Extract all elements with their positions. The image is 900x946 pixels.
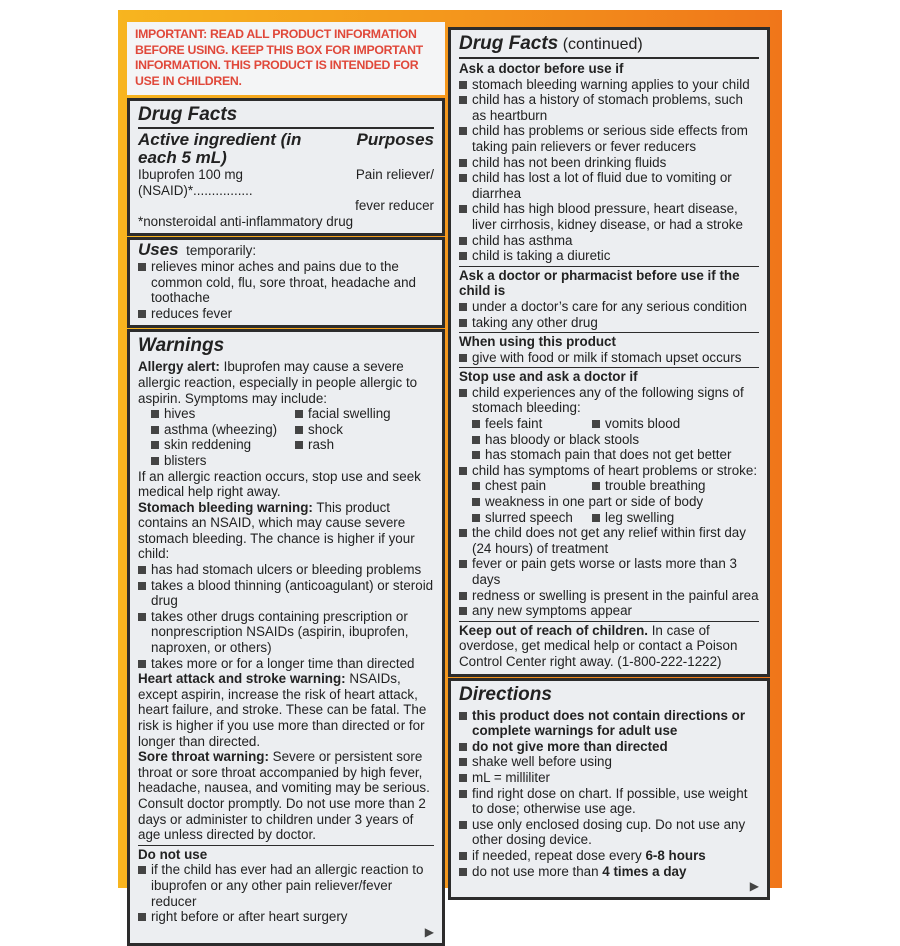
section-title: Warnings xyxy=(138,335,225,357)
purposes-heading: Purposes xyxy=(356,130,434,149)
drug-facts-active-ingredient-box xyxy=(127,98,445,236)
subheading: When using this product xyxy=(459,332,759,350)
paragraph-text: Ibuprofen may cause a severe allergic reaction, especially in people allergic to aspirin. Symptoms may include: xyxy=(138,359,418,406)
list-item: skin reddening xyxy=(151,437,295,453)
paragraph xyxy=(138,469,434,500)
bold-lead: Heart attack and stroke warning: xyxy=(138,671,346,687)
list-item: blisters xyxy=(151,453,295,469)
list-item xyxy=(459,170,759,201)
item-text: has had stomach ulcers or bleeding problems xyxy=(151,562,422,578)
important-notice: IMPORTANT: READ ALL PRODUCT INFORMATION BEFORE USING. KEEP THIS BOX FOR IMPORTANT INFORMATION. THIS PRODUCT IS INTENDED FOR USE IN CHILDREN. xyxy=(127,22,445,95)
bullet-list xyxy=(151,453,295,469)
item-text: this product does not contain directions or complete warnings for adult use xyxy=(472,707,746,739)
list-item: facial swelling xyxy=(295,406,434,422)
symptom-grid xyxy=(459,510,759,526)
item-text: do not use more than xyxy=(472,863,603,879)
bullet-list xyxy=(151,422,295,438)
bold-lead: Stomach bleeding warning: xyxy=(138,499,313,515)
list-item: asthma (wheezing) xyxy=(151,422,295,438)
bullet-list xyxy=(138,562,434,671)
list-item xyxy=(472,494,759,510)
symptom-grid xyxy=(138,406,434,468)
left-column xyxy=(127,22,445,946)
bullet-list xyxy=(151,406,295,422)
item-text: any new symptoms appear xyxy=(472,603,633,619)
bullet-list xyxy=(592,478,759,494)
purpose-1: Pain reliever/ xyxy=(355,167,434,182)
item-text: under a doctor’s care for any serious condition xyxy=(472,298,747,314)
list-item xyxy=(138,909,434,925)
directions-box xyxy=(448,678,770,901)
item-text: right before or after heart surgery xyxy=(151,909,348,925)
item-bold: 4 times a day xyxy=(602,863,687,879)
bullet-list xyxy=(295,422,434,438)
list-item xyxy=(138,656,434,672)
item-text: child has not been drinking fluids xyxy=(472,154,667,170)
list-item xyxy=(459,739,759,755)
item-text: fever or pain gets worse or lasts more than 3 days xyxy=(472,556,737,587)
item-text: find right dose on chart. If possible, use weight to dose; otherwise use age. xyxy=(472,785,748,817)
list-item xyxy=(459,556,759,587)
list-item: chest pain xyxy=(472,478,592,494)
item-text: if the child has ever had an allergic reaction to ibuprofen or any other pain reliever/fever reducer xyxy=(151,862,424,909)
active-ingredient-heading: Active ingredient (in each 5 mL) xyxy=(138,130,302,167)
list-item xyxy=(459,848,759,864)
item-text: weakness in one part or side of body xyxy=(485,494,704,510)
bullet-list xyxy=(459,525,759,619)
paragraph xyxy=(138,359,434,406)
list-item: vomits blood xyxy=(592,416,759,432)
list-item: trouble breathing xyxy=(592,478,759,494)
paragraph-text: This product contains an NSAID, which may cause severe stomach bleeding. The chance is higher if your child: xyxy=(138,499,415,562)
list-item: rash xyxy=(295,437,434,453)
list-item xyxy=(459,864,759,880)
item-text: takes a blood thinning (anticoagulant) or steroid drug xyxy=(151,577,434,609)
list-item xyxy=(472,447,759,463)
bullet-list xyxy=(459,77,759,264)
bullet-list xyxy=(138,862,434,924)
item-text: child has symptoms of heart problems or stroke: xyxy=(472,462,758,478)
item-text: child has asthma xyxy=(472,232,573,248)
list-item: shock xyxy=(295,422,434,438)
list-item xyxy=(138,609,434,656)
footnote: *nonsteroidal anti-inflammatory drug xyxy=(138,213,354,229)
drug-facts-continued-box xyxy=(448,27,770,677)
bullet-list xyxy=(459,350,759,366)
list-item: relieves minor aches and pains due to the common cold, flu, sore throat, headache and toothache xyxy=(138,259,434,306)
item-text: child has a history of stomach problems, such as heartburn xyxy=(472,92,743,123)
list-item xyxy=(459,233,759,249)
list-item xyxy=(459,201,759,232)
item-text: redness or swelling is present in the painful area xyxy=(472,587,759,603)
list-item xyxy=(459,385,759,416)
list-item: leg swelling xyxy=(592,510,759,526)
list-item xyxy=(459,155,759,171)
bullet-list xyxy=(459,432,759,463)
subheading: Ask a doctor before use if xyxy=(459,61,624,76)
item-text: has bloody or black stools xyxy=(485,431,640,447)
bullet-list xyxy=(295,437,434,453)
list-item xyxy=(459,350,759,366)
bold-lead: Allergy alert: xyxy=(138,359,220,375)
paragraph-text: NSAIDs, except aspirin, increase the risk of heart attack, heart failure, and stroke. These can be fatal. The risk is higher if you use more than directed or for longer than directed. xyxy=(138,671,427,749)
bullet-list xyxy=(151,437,295,453)
item-text: give with food or milk if stomach upset occurs xyxy=(472,349,742,365)
list-item xyxy=(459,77,759,93)
list-item xyxy=(459,817,759,848)
section-heading xyxy=(459,684,759,706)
list-item xyxy=(459,123,759,154)
section-title: Drug Facts xyxy=(459,33,559,54)
section-subtitle: (continued) xyxy=(558,36,643,53)
subheading: Do not use xyxy=(138,845,434,863)
item-text: the child does not get any relief within first day (24 hours) of treatment xyxy=(472,525,746,556)
item-text: takes more or for a longer time than directed xyxy=(151,655,415,671)
item-text: child has high blood pressure, heart disease, liver cirrhosis, kidney disease, or had a stroke xyxy=(472,201,743,232)
bullet-list xyxy=(459,494,759,510)
item-text: child experiences any of the following signs of stomach bleeding: xyxy=(472,384,744,416)
list-item: slurred speech xyxy=(472,510,592,526)
list-item: feels faint xyxy=(472,416,592,432)
list-item xyxy=(459,463,759,479)
item-text: do not give more than directed xyxy=(472,738,668,754)
item-text: stomach bleeding warning applies to your child xyxy=(472,76,750,92)
list-item xyxy=(138,578,434,609)
item-text: taking any other drug xyxy=(472,314,598,330)
purpose-2: fever reducer xyxy=(355,198,434,214)
item-bold: 6-8 hours xyxy=(645,847,706,863)
item-text: use only enclosed dosing cup. Do not use any other dosing device. xyxy=(472,816,746,848)
list-item xyxy=(138,862,434,909)
list-item xyxy=(459,315,759,331)
continue-arrow-icon: ▶ xyxy=(424,924,434,939)
list-item xyxy=(459,770,759,786)
list-item xyxy=(472,432,759,448)
symptom-grid xyxy=(459,416,759,432)
item-text: has stomach pain that does not get better xyxy=(485,447,732,463)
uses-box xyxy=(127,237,445,328)
subheading: Stop use and ask a doctor if xyxy=(459,367,759,385)
list-item: hives xyxy=(151,406,295,422)
item-text: takes other drugs containing prescription or nonprescription NSAIDs (aspirin, ibuprofen, naproxen, or others) xyxy=(151,608,409,656)
list-item xyxy=(459,588,759,604)
bullet-list xyxy=(295,406,434,422)
item-text: child has lost a lot of fluid due to vomiting or diarrhea xyxy=(472,170,732,201)
paragraph-text: In case of overdose, get medical help or contact a Poison Control Center right away. (1-800-222-1222) xyxy=(459,622,738,669)
bullet-list xyxy=(459,385,759,416)
item-text: if needed, repeat dose every xyxy=(472,847,646,863)
bullet-list xyxy=(459,299,759,330)
paragraph xyxy=(138,500,434,562)
item-text: child has problems or serious side effects from taking pain relievers or fever reducers xyxy=(472,123,748,154)
item-text: shake well before using xyxy=(472,754,612,770)
bullet-list xyxy=(459,463,759,479)
uses-title: Uses xyxy=(138,240,179,260)
section-heading xyxy=(138,335,434,357)
list-item xyxy=(459,525,759,556)
bullet-list xyxy=(472,478,592,494)
ingredient: Ibuprofen 100 mg (NSAID)*................ xyxy=(138,167,253,198)
bullet-list xyxy=(472,510,592,526)
paragraph-text: Severe or persistent sore throat or sore throat accompanied by high fever, headache, nausea, and vomiting may be serious. Consult doctor promptly. Do not use more than 2 days or administer to children under 3 years of age unless directed by doctor. xyxy=(138,749,430,843)
list-item xyxy=(459,708,759,739)
list-item xyxy=(459,248,759,264)
subheading: Ask a doctor or pharmacist before use if the child is xyxy=(459,266,759,299)
list-item xyxy=(459,92,759,123)
bold-lead: Sore throat warning: xyxy=(138,749,269,765)
paragraph xyxy=(138,671,434,749)
right-column xyxy=(448,27,770,900)
bullet-list xyxy=(459,708,759,880)
symptom-grid xyxy=(459,478,759,494)
bullet-list xyxy=(472,416,592,432)
list-item: reduces fever xyxy=(138,306,434,322)
item-text: mL = milliliter xyxy=(472,769,550,785)
paragraph xyxy=(138,749,434,843)
list-item xyxy=(459,786,759,817)
section-heading xyxy=(459,33,759,59)
list-item xyxy=(138,562,434,578)
warnings-box xyxy=(127,329,445,945)
paragraph-text: If an allergic reaction occurs, stop use and seek medical help right away. xyxy=(138,468,421,500)
continue-arrow-icon: ▶ xyxy=(749,879,759,894)
section-title: Directions xyxy=(459,683,552,705)
list-item xyxy=(459,299,759,315)
paragraph xyxy=(459,621,759,670)
bold-lead: Keep out of reach of children. xyxy=(459,622,648,638)
uses-intro: temporarily: xyxy=(186,243,257,259)
drug-facts-title: Drug Facts xyxy=(138,104,434,129)
bullet-list xyxy=(592,510,759,526)
bullet-list xyxy=(592,416,759,432)
list-item xyxy=(459,603,759,619)
item-text: child is taking a diuretic xyxy=(472,248,611,264)
list-item xyxy=(459,754,759,770)
